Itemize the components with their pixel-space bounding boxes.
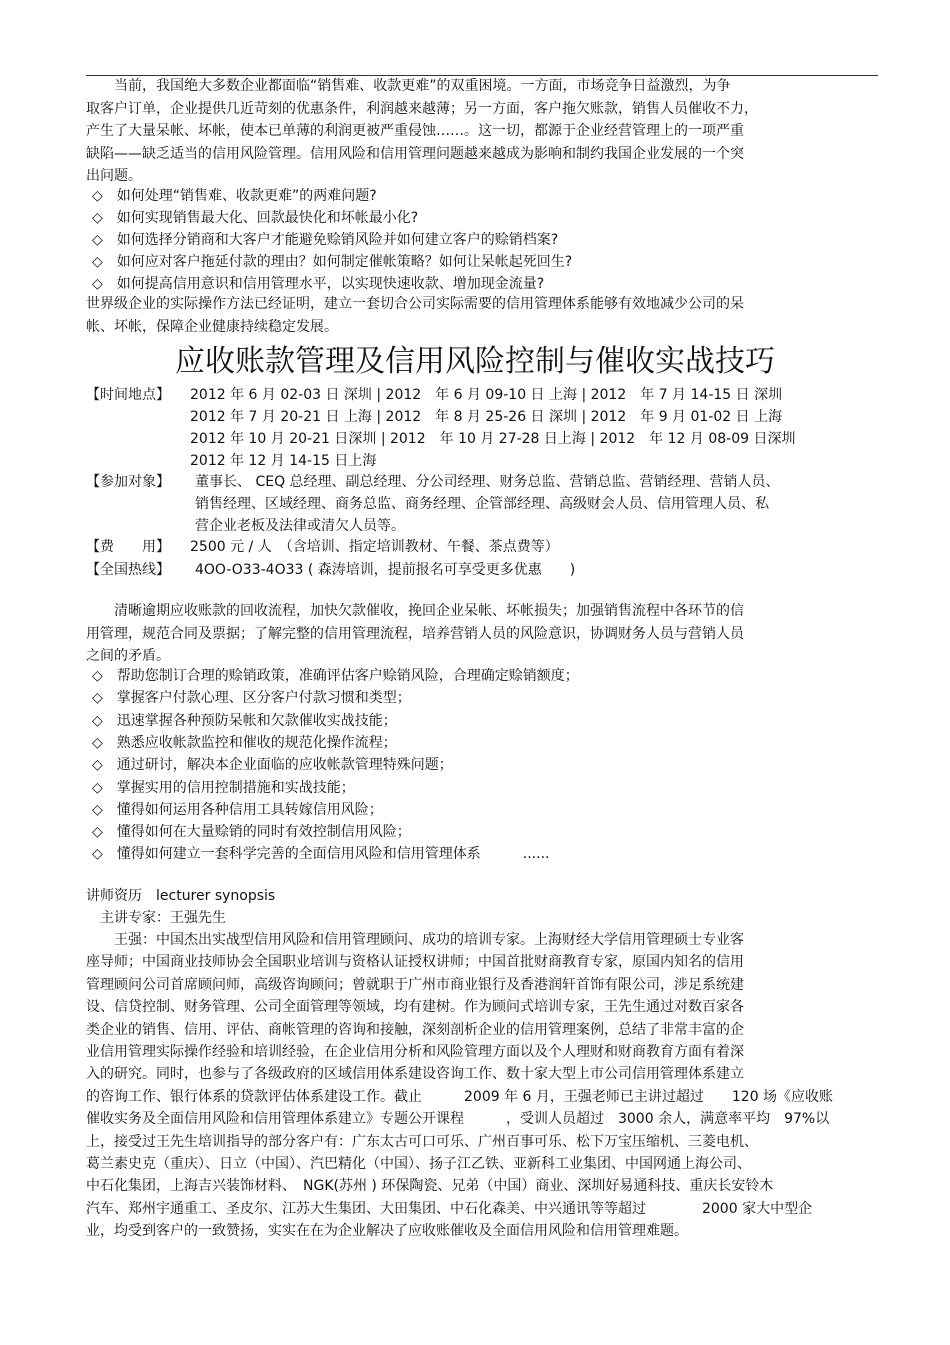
bio-line: 汽车、郑州宇通重工、圣皮尔、江苏大生集团、大田集团、中石化森美、中兴通讯等等超过 2000 家大中型企 [86,1200,813,1217]
goals-intro-line: 清晰逾期应收账款的回收流程，加快欠款催收，挽回企业呆帐、坏帐损失；加强销售流程中各环节的信 [86,603,744,619]
proof-line: 世界级企业的实际操作方法已经证明，建立一套切合公司实际需要的信用管理体系能够有效地减少公司的呆 [86,296,744,312]
goal-item: ◇ 掌握客户付款心理、区分客户付款习惯和类型； [92,690,411,707]
time-location-line: 2012 年 6 月 02-03 日 深圳 | 2012 年 6 月 09-10 日 上海 | 2012 年 7 月 14-15 日 深圳 [190,387,783,403]
audience-label: 【参加对象】 [86,474,170,490]
question-item: ◇ 如何处理“销售难、收款更难”的两难问题? [92,188,377,204]
bio-line: 类企业的销售、信用、评估、商帐管理的咨询和接触，深刻剖析企业的信用管理案例，总结了非常丰富的企 [86,1021,744,1038]
intro-line: 出问题。 [86,168,142,184]
question-item: ◇ 如何应对客户拖延付款的理由？如何制定催帐策略？如何让呆帐起死回生? [92,254,573,270]
goal-item: ◇ 懂得如何运用各种信用工具转嫁信用风险； [92,801,383,818]
proof-line: 帐、坏帐，保障企业健康持续稳定发展。 [86,319,338,335]
audience-line: 董事长、 CEQ 总经理、副总经理、分公司经理、财务总监、营销总监、营销经理、营销人员、 [195,474,780,490]
goal-item: ◇ 帮助您制订合理的赊销政策，准确评估客户赊销风险，合理确定赊销额度； [92,668,579,684]
intro-line: 缺陷——缺乏适当的信用风险管理。信用风险和信用管理问题越来越成为影响和制约我国企业发展的一个突 [86,145,744,162]
bio-line: 上，接受过王先生培训指导的部分客户有：广东太古可口可乐、广州百事可乐、松下万宝压缩机、三菱电机、 [86,1133,758,1150]
bio-line: 座导师；中国商业技师协会全国职业培训与资格认证授权讲师；中国首批财商教育专家，原国内知名的信用 [86,954,744,971]
hotline-value: 4OO-O33-4O33 ( 森涛培训，提前报名可享受更多优惠 ) [195,562,576,578]
goal-item: ◇ 通过研讨，解决本企业面临的应收帐款管理特殊问题； [92,757,453,774]
audience-line: 营企业老板及法律或清欠人员等。 [195,518,405,534]
goal-item: ◇ 懂得如何建立一套科学完善的全面信用风险和信用管理体系 ...... [92,846,550,863]
bio-line: 葛兰素史克（重庆）、日立（中国）、汽巴精化（中国）、扬子江乙铁、亚新科工业集团、中国网通上海公司、 [86,1156,751,1172]
bio-line: 设、信贷控制、财务管理、公司全面管理等领域，均有建树。作为顾问式培训专家，王先生通过对数百家各 [86,999,744,1016]
goal-item: ◇ 迅速掌握各种预防呆帐和欠款催收实战技能； [92,712,397,729]
intro-line: 产生了大量呆帐、坏帐，使本已单薄的利润更被严重侵蚀……。这一切，都源于企业经营管理上的一项严重 [86,123,744,139]
bio-line: 王强：中国杰出实战型信用风险和信用管理顾问、成功的培训专家。上海财经大学信用管理硕士专业客 [86,932,744,948]
time-location-line: 2012 年 7 月 20-21 日 上海 | 2012 年 8 月 25-26 日 深圳 | 2012 年 9 月 01-02 日 上海 [190,409,783,425]
hotline-label: 【全国热线】 [86,562,170,578]
time-location-line: 2012 年 10 月 20-21 日深圳 | 2012 年 10 月 27-28 日上海 | 2012 年 12 月 08-09 日深圳 [190,431,796,447]
time-location-line: 2012 年 12 月 14-15 日上海 [190,453,377,469]
bio-line: 中石化集团，上海吉兴装饰材料、 NGK(苏州 ) 环保陶瓷、兄弟（中国）商业、深圳好易通科技、重庆长安铃木 [86,1178,774,1195]
time-label: 【时间地点】 [86,387,170,403]
question-item: ◇ 如何实现销售最大化、回款最快化和坏帐最小化? [92,210,419,226]
bio-line: 业信用管理实际操作经验和培训经验，在企业信用分析和风险管理方面以及个人理财和财商教育方面有着深 [86,1044,744,1060]
bio-line: 业，均受到客户的一致赞扬，实实在在为企业解决了应收账催收及全面信用风险和信用管理难题。 [86,1223,688,1240]
audience-line: 销售经理、区域经理、商务总监、商务经理、企管部经理、高级财会人员、信用管理人员、私 [195,496,769,512]
goal-item: ◇ 熟悉应收帐款监控和催收的规范化操作流程； [92,734,397,751]
lecturer-heading: 讲师资历 lecturer synopsis [86,888,276,904]
lecturer-name: 主讲专家：王强先生 [86,910,226,926]
goals-intro-line: 用管理，规范合同及票据；了解完整的信用管理流程，培养营销人员的风险意识，协调财务人员与营销人员 [86,625,744,642]
goals-intro-line: 之间的矛盾。 [86,648,170,664]
bio-line: 的咨询工作、银行体系的贷款评估体系建设工作。截止 2009 年 6 月，王强老师已主讲过超过 120 场《应收账 [86,1088,834,1105]
bio-line: 催收实务及全面信用风险和信用管理体系建立》专题公开课程 ，受训人员超过 3000 余人，满意率平均 97%以 [86,1111,830,1128]
intro-line: 当前，我国绝大多数企业都面临“销售难、收款更难”的双重困境。一方面，市场竞争日益激烈，为争 [86,78,731,94]
goal-item: ◇ 懂得如何在大量赊销的同时有效控制信用风险； [92,824,411,841]
question-item: ◇ 如何选择分销商和大客户才能避免赊销风险并如何建立客户的赊销档案? [92,232,559,248]
fee-value: 2500 元 / 人 （含培训、指定培训教材、午餐、茶点费等） [190,539,559,555]
fee-label: 【费 用】 [86,539,170,555]
course-title: 应收账款管理及信用风险控制与催收实战技巧 [175,344,775,379]
intro-line: 取客户订单，企业提供几近苛刻的优惠条件，利润越来越薄；另一方面，客户拖欠账款，销售人员催收不力， [86,100,758,117]
bio-line: 入的研究。同时，也参与了各级政府的区域信用体系建设咨询工作、数十家大型上市公司信用管理体系建立 [86,1066,744,1083]
question-item: ◇ 如何提高信用意识和信用管理水平，以实现快速收款、增加现金流量? [92,276,545,292]
bio-line: 管理顾问公司首席顾问师，高级咨询顾问；曾就职于广州市商业银行及香港润轩首饰有限公司，涉足系统建 [86,976,744,993]
goal-item: ◇ 掌握实用的信用控制措施和实战技能； [92,779,355,796]
